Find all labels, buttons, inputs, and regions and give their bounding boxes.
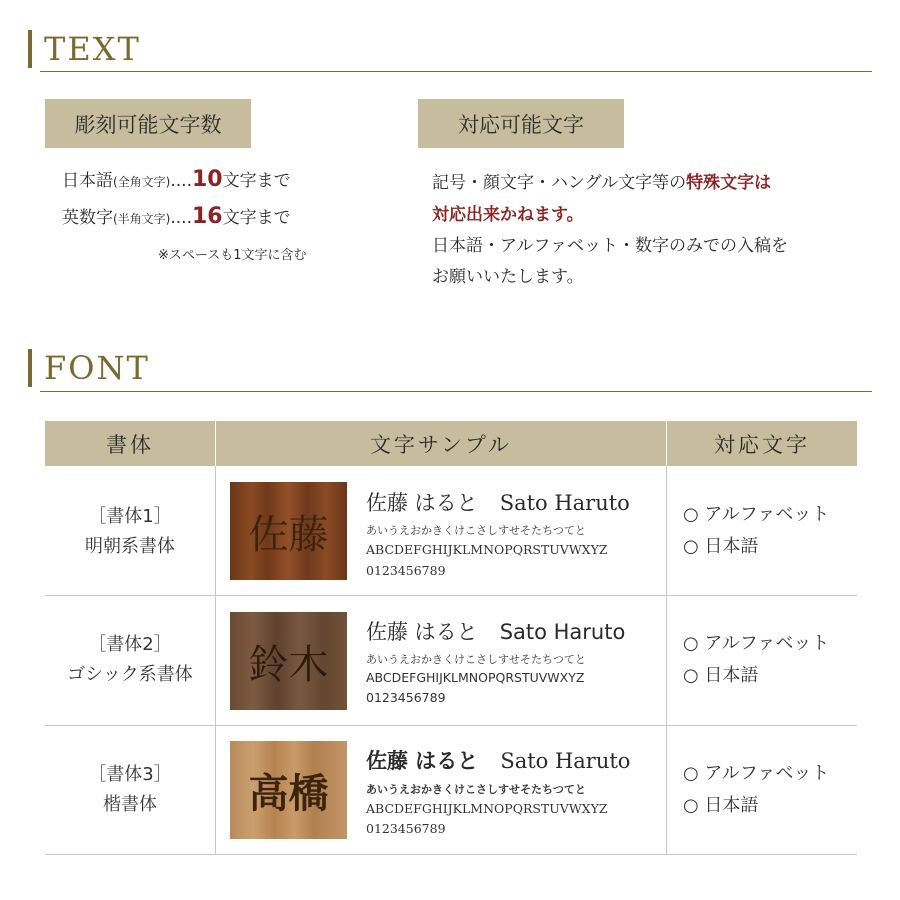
supported-line-4: お願いいたします。 [432, 267, 584, 287]
sample-3-name: 佐藤 はると Sato Haruto [366, 748, 631, 773]
header-supported: 対応文字 [667, 421, 857, 466]
title-bar [28, 349, 32, 387]
row-divider [45, 595, 857, 596]
column-divider [215, 466, 216, 854]
en-limit-line: 英数字(半角文字)....16文字まで [62, 204, 291, 229]
font-section-title [28, 349, 150, 387]
sample-3-numbers: 0123456789 [366, 821, 446, 836]
title-bar [28, 30, 32, 68]
font-divider [40, 391, 872, 392]
sample-3-kana: あいうえおかきくけこさしすせそたちつてと [366, 783, 586, 796]
row-2-supported: ○ アルファベット ○ 日本語 [683, 633, 830, 686]
text-section-title [28, 30, 141, 68]
row-divider [45, 854, 857, 855]
table-row-1-name: ［書体1］ 明朝系書体 [85, 506, 175, 557]
table-row-2-name: ［書体2］ ゴシック系書体 [67, 634, 193, 685]
supported-line-2: 対応出来かねます。 [432, 205, 584, 225]
sample-3-alphabet: ABCDEFGHIJKLMNOPQRSTUVWXYZ [366, 801, 608, 816]
row-divider [45, 725, 857, 726]
sample-2-numbers: 0123456789 [366, 690, 446, 705]
header-typeface: 書体 [45, 421, 215, 466]
supported-line-3: 日本語・アルファベット・数字のみでの入稿を [432, 236, 788, 256]
row-3-supported: ○ アルファベット ○ 日本語 [683, 763, 830, 816]
column-divider [666, 466, 667, 854]
header-separator [215, 421, 216, 466]
jp-limit-line: 日本語(全角文字)....10文字まで [62, 167, 291, 192]
wood-sample-1: 佐藤 [230, 482, 347, 580]
sample-2-name: 佐藤 はると Sato Haruto [366, 620, 626, 644]
engrave-count-label: 彫刻可能文字数 [45, 99, 251, 148]
table-row-3-name: ［書体3］ 楷書体 [88, 764, 172, 815]
space-note: ※スペースも1文字に含む [158, 248, 307, 263]
supported-line-1: 記号・顔文字・ハングル文字等の特殊文字は [432, 173, 772, 193]
text-divider [40, 71, 872, 72]
sample-2-alphabet: ABCDEFGHIJKLMNOPQRSTUVWXYZ [366, 670, 585, 685]
header-separator [666, 421, 667, 466]
font-heading: FONT [44, 349, 150, 387]
wood-sample-2: 鈴木 [230, 612, 347, 710]
header-sample: 文字サンプル [216, 421, 666, 466]
sample-1-kana: あいうえおかきくけこさしすせそたちつてと [366, 524, 586, 537]
row-1-supported: ○ アルファベット ○ 日本語 [683, 504, 830, 557]
sample-2-kana: あいうえおかきくけこさしすせそたちつてと [366, 653, 586, 666]
sample-1-numbers: 0123456789 [366, 563, 446, 578]
wood-sample-3: 高橋 [230, 741, 347, 839]
sample-1-name: 佐藤 はると Sato Haruto [366, 491, 630, 515]
sample-1-alphabet: ABCDEFGHIJKLMNOPQRSTUVWXYZ [366, 542, 608, 557]
text-heading: TEXT [44, 30, 141, 68]
supported-chars-label: 対応可能文字 [418, 99, 624, 148]
